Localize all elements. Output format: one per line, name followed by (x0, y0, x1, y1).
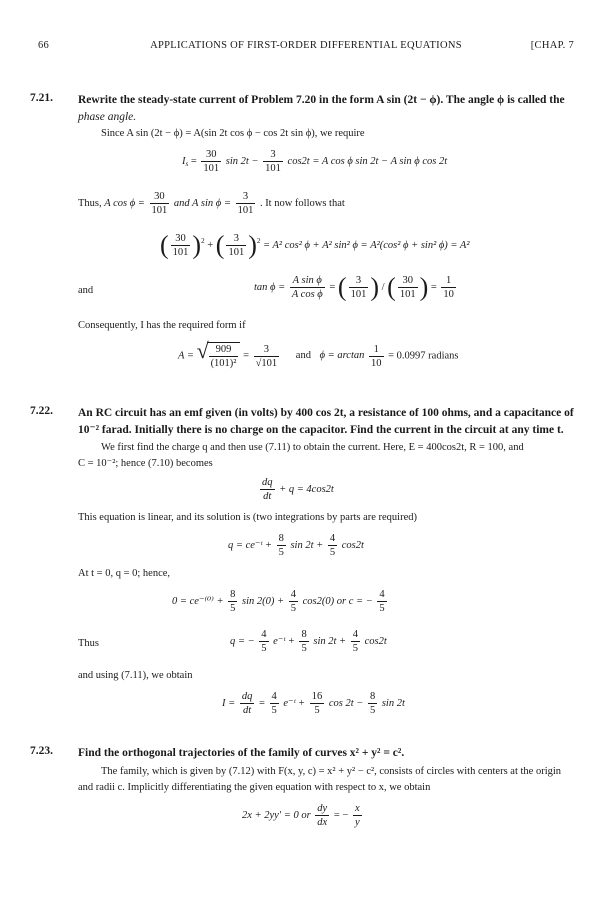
thus-a-cos-sin-line: Thus, A cos ϕ = $\frac{30}{101}$ and A sin ϕ = $\frac{3}{101}$ . It now follows that (78, 191, 345, 216)
thus-label-charge: Thus (78, 638, 99, 649)
equation-sum-of-squares: ( $\frac{30}{101}$ )$^2$ + ( $\frac{3}{101}$ )$^2$ = A² cos² ϕ + A² sin² ϕ = A²(cos² ϕ + sin² ϕ) = A² (160, 230, 470, 260)
problem-7-23-statement: Find the orthogonal trajectories of the family of curves x² + y² = c². (78, 747, 405, 759)
equation-general-solution: q = ce⁻ᵗ + $\frac{8}{5}$ sin 2t + $\frac{4}{5}$ cos2t (228, 533, 364, 558)
running-title: APPLICATIONS OF FIRST-ORDER DIFFERENTIAL EQUATIONS (150, 40, 462, 51)
chapter-label: [CHAP. 7 (530, 40, 574, 51)
equation-charge-de: $\frac{dq}{dt}$ + q = 4cos2t (262, 477, 334, 502)
solution-7-21-line1: Since A sin (2t − ϕ) = A(sin 2t cos ϕ − cos 2t sin ϕ), we require (101, 128, 365, 139)
problem-7-22-statement-line2: 10⁻² farad. Initially there is no charge on the capacitor. Find the current in the circuit at any time t. (78, 424, 564, 436)
equation-steady-state-current: $I_s$ = $\frac{30}{101}$ sin 2t − $\frac{3}{101}$ cos2t = A cos ϕ sin 2t − A sin ϕ cos 2t (182, 149, 448, 174)
solution-7-22-line2: C = 10⁻²; hence (7.10) becomes (78, 458, 213, 469)
page-number: 66 (38, 40, 50, 51)
problem-number-7-21: 7.21. (30, 92, 53, 104)
solution-7-22-line1: We first find the charge q and then use (7.11) to obtain the current. Here, E = 400cos2t, R = 100, and (101, 442, 524, 453)
problem-7-22-statement-line1: An RC circuit has an emf given (in volts) by 400 cos 2t, a resistance of 100 ohms, and a capacitance of (78, 407, 574, 419)
equation-tan-phi: tan ϕ = $\frac{\text{A sin ϕ}}{\text{A cos ϕ}}$ = ( $\frac{3}{101}$ ) / ( $\frac{30}{101}$ ) = $\frac{1}{10}$ (254, 272, 454, 302)
consequently-line: Consequently, I has the required form if (78, 320, 246, 331)
problem-number-7-22: 7.22. (30, 405, 53, 417)
equation-implicit-derivative: 2x + 2yy′ = 0 or $\frac{dy}{dx}$ = − $\frac{x}{y}$ (242, 803, 360, 828)
running-header (38, 40, 574, 56)
equation-charge: q = − $\frac{4}{5}$ e⁻ᵗ + $\frac{8}{5}$ sin 2t + $\frac{4}{5}$ cos2t (230, 629, 387, 654)
problem-number-7-23: 7.23. (30, 745, 53, 757)
problem-7-21-statement-line1: Rewrite the steady-state current of Problem 7.20 in the form A sin (2t − ϕ). The angle ϕ is called the (78, 94, 565, 106)
linear-solution-line: This equation is linear, and its solution is (two integrations by parts are required) (78, 512, 418, 523)
using-7-11-line: and using (7.11), we obtain (78, 670, 193, 681)
solution-7-23-line1: The family, which is given by (7.12) with F(x, y, c) = x² + y² − c², consists of circles with centers at the origin (101, 766, 562, 777)
equation-amplitude-phase: A = √ $\frac{909}{\text{(101)²}}$ = $\frac{3}{√101}$ and ϕ = arctan $\frac{1}{10}$ = 0.0997 radians (178, 338, 459, 369)
equation-solve-c: 0 = ce⁻⁽⁰⁾ + $\frac{8}{5}$ sin 2(0) + $\frac{4}{5}$ cos2(0) or c = − $\frac{4}{5}$ (172, 589, 385, 614)
and-label-tan: and (78, 285, 94, 296)
solution-7-23-line2: and radii c. Implicitly differentiating the given equation with respect to x, we obtain (78, 782, 431, 793)
equation-current: I = $\frac{dq}{dt}$ = $\frac{4}{5}$ e⁻ᵗ + $\frac{16}{5}$ cos 2t − $\frac{8}{5}$ sin 2t (222, 691, 405, 716)
problem-7-21-statement-line2: phase angle. (78, 111, 137, 123)
initial-condition-line: At t = 0, q = 0; hence, (78, 568, 171, 579)
